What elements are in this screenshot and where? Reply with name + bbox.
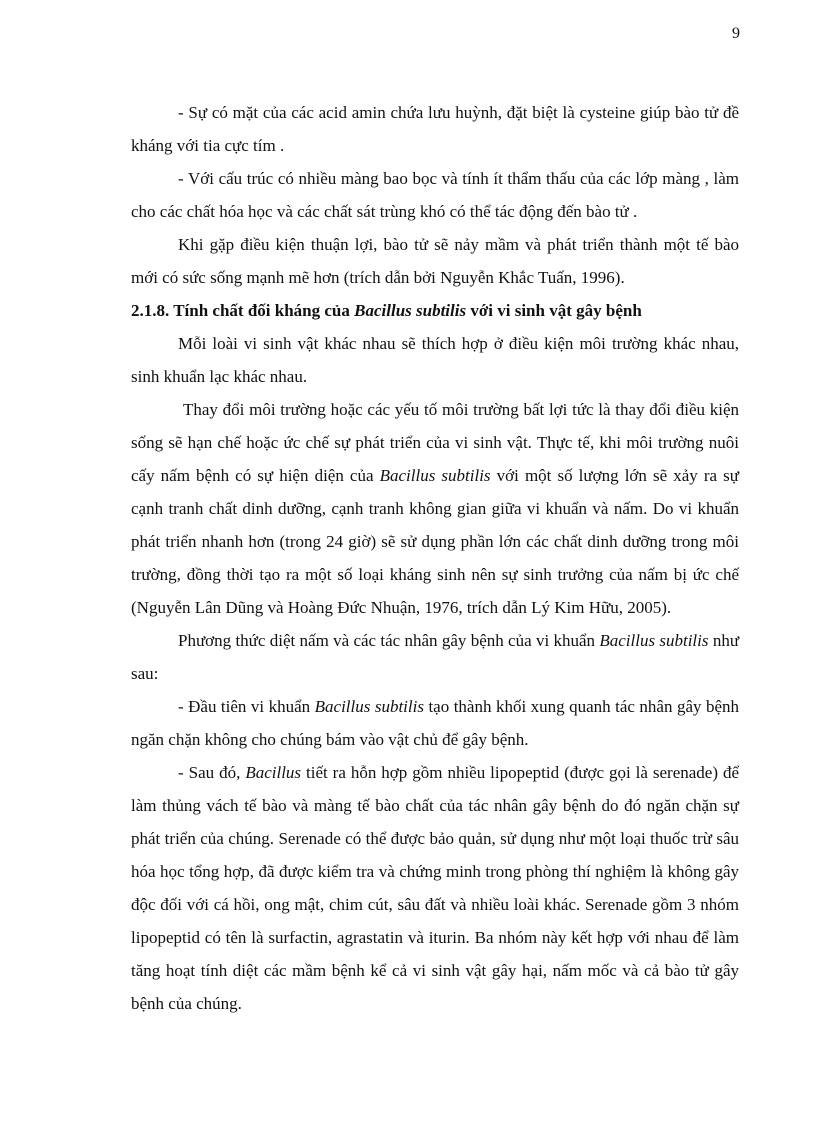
paragraph-membrane: - Với cấu trúc có nhiều màng bao bọc và tính ít thẩm thấu của các lớp màng , làm cho các chất hóa học và các chất sát trùng khó có thể tác động đến bào tử .	[131, 169, 739, 221]
page-number: 9	[732, 25, 740, 42]
section-heading	[131, 294, 739, 327]
paragraph-germination: Khi gặp điều kiện thuận lợi, bào tử sẽ nảy mầm và phát triển thành một tế bào mới có sức sống mạnh mẽ hơn (trích dẫn bởi Nguyễn Khắc Tuấn, 1996).	[131, 235, 739, 287]
document-body	[131, 96, 739, 1020]
paragraph-environment: Thay đổi môi trường hoặc các yếu tố môi trường bất lợi tức là thay đổi điều kiện sống sẽ hạn chế hoặc ức chế sự phát triển của vi sinh vật. Thực tế, khi môi trường nuôi cấy nấm bệnh có sự hiện diện của Bacillus subtilis với một số lượng lớn sẽ xảy ra sự cạnh tranh chất dinh dưỡng, cạnh tranh không gian giữa vi khuẩn và nấm. Do vi khuẩn phát triển nhanh hơn (trong 24 giờ) sẽ sử dụng phần lớn các chất dinh dưỡng trong môi trường, đồng thời tạo ra một số loại kháng sinh nên sự sinh trưởng của nấm bị ức chế (Nguyễn Lân Dũng và Hoàng Đức Nhuận, 1976, trích dẫn Lý Kim Hữu, 2005).	[131, 400, 739, 617]
section-number: 2.1.8.	[131, 301, 170, 320]
paragraph-method: Phương thức diệt nấm và các tác nhân gây bệnh của vi khuẩn Bacillus subtilis như sau:	[131, 631, 740, 683]
paragraph-intro: Mỗi loài vi sinh vật khác nhau sẽ thích hợp ở điều kiện môi trường khác nhau, sinh khuẩn lạc khác nhau.	[131, 334, 739, 386]
heading-text-before: Tính chất đối kháng của	[173, 301, 350, 320]
heading-species: Bacillus subtilis	[354, 301, 467, 320]
heading-text-after: với vi sinh vật gây bệnh	[470, 301, 642, 320]
paragraph-first-step: - Đầu tiên vi khuẩn Bacillus subtilis tạo thành khối xung quanh tác nhân gây bệnh ngăn chặn không cho chúng bám vào vật chủ để gây bệnh.	[131, 697, 740, 749]
paragraph-cysteine: - Sự có mặt của các acid amin chứa lưu huỳnh, đặt biệt là cysteine giúp bào tử đề kháng với tia cực tím .	[131, 103, 739, 155]
paragraph-second-step: - Sau đó, Bacillus tiết ra hỗn hợp gồm nhiều lipopeptid (được gọi là serenade) để làm thủng vách tế bào và màng tế bào chất của tác nhân gây bệnh do đó ngăn chặn sự phát triển của chúng. Serenade có thể được bảo quản, sử dụng như một loại thuốc trừ sâu hóa học tổng hợp, đã được kiểm tra và chứng minh trong phòng thí nghiệm là không gây độc đối với cá hồi, ong mật, chim cút, sâu đất và nhiều loài khác. Serenade gồm 3 nhóm lipopeptid có tên là surfactin, agrastatin và iturin. Ba nhóm này kết hợp với nhau để làm tăng hoạt tính diệt các mầm bệnh kể cả vi sinh vật gây hại, nấm mốc và cả bào tử gây bệnh của chúng.	[131, 763, 739, 1013]
